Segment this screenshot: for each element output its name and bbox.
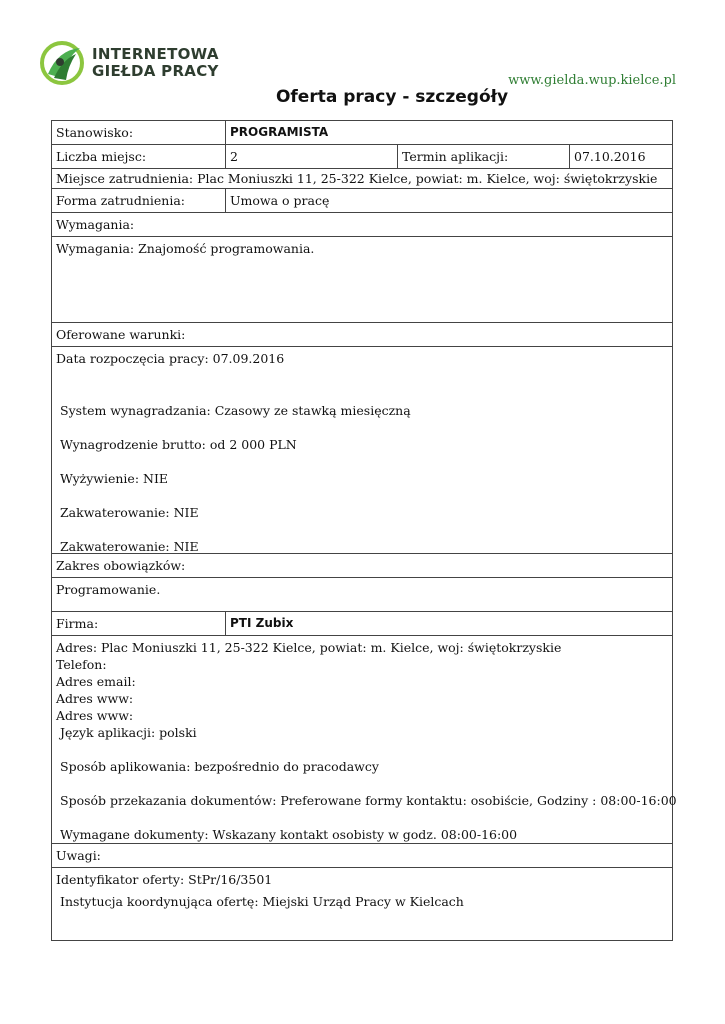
logo-line2: GIEŁDA PRACY — [92, 62, 219, 80]
apply-method: Sposób aplikowania: bezpośrednio do pracodawcy — [60, 759, 379, 774]
logo — [40, 40, 230, 86]
company-www-2: Adres www: — [56, 708, 134, 723]
start-date: Data rozpoczęcia pracy: 07.09.2016 — [56, 351, 285, 366]
deadline-label: Termin aplikacji: — [398, 145, 570, 168]
footer-info — [52, 868, 672, 940]
housing-1: Zakwaterowanie: NIE — [60, 505, 199, 520]
duties-label: Zakres obowiązków: — [56, 558, 186, 573]
application-language: Język aplikacji: polski — [60, 725, 197, 740]
employment-row — [52, 189, 672, 213]
conditions-block — [52, 347, 672, 553]
housing-2: Zakwaterowanie: NIE — [60, 539, 199, 554]
notes-header-row — [52, 844, 672, 868]
position-value: PROGRAMISTA — [230, 125, 329, 139]
logo-text — [92, 46, 219, 80]
workplace-row — [52, 169, 672, 189]
company-email: Adres email: — [56, 674, 136, 689]
food: Wyżywienie: NIE — [60, 471, 169, 486]
company-www-1: Adres www: — [56, 691, 134, 706]
duties-row — [52, 578, 672, 612]
employment-value: Umowa o pracę — [230, 193, 330, 208]
duties-text: Programowanie. — [56, 582, 161, 597]
requirements-header-row — [52, 213, 672, 237]
coordinator: Instytucja koordynująca ofertę: Miejski Urząd Pracy w Kielcach — [60, 894, 464, 909]
footer-info-row — [52, 868, 672, 940]
company-details-row — [52, 636, 677, 844]
company-details — [52, 636, 681, 843]
logo-emblem-icon — [40, 40, 88, 86]
documents-method: Sposób przekazania dokumentów: Preferowane formy kontaktu: osobiście, Godziny : 08:00-16:00 — [60, 793, 677, 808]
duties-header-row — [52, 554, 672, 578]
employment-label: Forma zatrudnienia: — [52, 189, 226, 212]
position-label: Stanowisko: — [52, 121, 226, 144]
site-url[interactable]: www.gielda.wup.kielce.pl — [508, 73, 676, 88]
pay-system: System wynagradzania: Czasowy ze stawką miesięczną — [60, 403, 411, 418]
notes-label: Uwagi: — [56, 848, 101, 863]
company-address: Adres: Plac Moniuszki 11, 25-322 Kielce, powiat: m. Kielce, woj: świętokrzyskie — [56, 640, 562, 655]
page-title: Oferta pracy - szczegóły — [275, 87, 509, 107]
requirements-label: Wymagania: — [56, 217, 135, 232]
seats-value: 2 — [226, 145, 398, 168]
conditions-row — [52, 347, 672, 554]
company-phone: Telefon: — [56, 657, 107, 672]
position-row — [52, 121, 672, 145]
salary: Wynagrodzenie brutto: od 2 000 PLN — [60, 437, 297, 452]
deadline-value: 07.10.2016 — [574, 149, 646, 164]
company-value: PTI Zubix — [230, 616, 294, 630]
requirements-row — [52, 237, 672, 323]
seats-row — [52, 145, 672, 169]
offer-id: Identyfikator oferty: StPr/16/3501 — [56, 872, 273, 887]
required-documents: Wymagane dokumenty: Wskazany kontakt osobisty w godz. 08:00-16:00 — [60, 827, 518, 842]
company-label: Firma: — [52, 612, 226, 635]
workplace-text: Miejsce zatrudnienia: Plac Moniuszki 11, 25-322 Kielce, powiat: m. Kielce, woj: świętokrzyskie — [56, 171, 658, 186]
seats-label: Liczba miejsc: — [52, 145, 226, 168]
conditions-header-row — [52, 323, 672, 347]
requirements-text: Wymagania: Znajomość programowania. — [56, 241, 315, 256]
offer-table — [51, 120, 677, 941]
logo-line1: INTERNETOWA — [92, 45, 219, 63]
company-row — [52, 612, 672, 636]
conditions-label: Oferowane warunki: — [56, 327, 186, 342]
